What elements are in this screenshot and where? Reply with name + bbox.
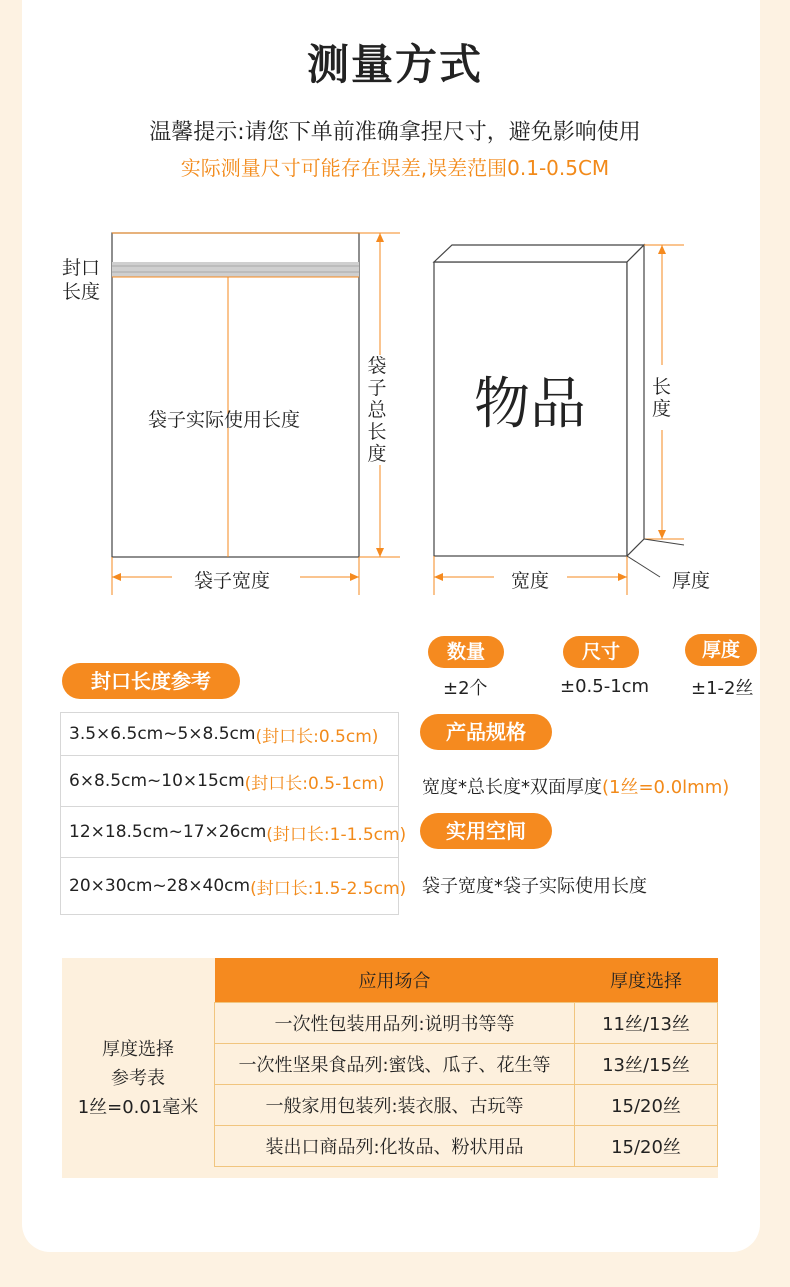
thickness-table (214, 958, 718, 1167)
tolerance-thickness-pill: 厚度 (685, 634, 757, 666)
item-length-label: 长度 (652, 376, 672, 420)
table-row: 一次性坚果食品列:蜜饯、瓜子、花生等 13丝/15丝 (215, 1044, 718, 1085)
tolerance-quantity-value: ±2个 (443, 678, 488, 699)
item-width-label: 宽度 (511, 570, 550, 592)
item-label: 物品 (474, 372, 586, 437)
item-thickness-label: 厚度 (672, 570, 711, 592)
table-row: 一次性包装用品列:说明书等等 11丝/13丝 (215, 1003, 718, 1044)
bag-width-label: 袋子宽度 (194, 570, 271, 592)
header-use: 应用场合 (215, 958, 575, 1003)
table-row: 20×30cm~28×40cm (封口长:1.5-2.5cm) (69, 876, 407, 899)
tolerance-size-pill: 尺寸 (563, 636, 639, 668)
seal-length-label: 封口 长度 (62, 257, 101, 303)
header-thickness: 厚度选择 (575, 958, 718, 1003)
tolerance-thickness-value: ±1-2丝 (691, 678, 754, 699)
table-row: 装出口商品列:化妆品、粉状用品 15/20丝 (215, 1126, 718, 1167)
warm-tip: 温馨提示:请您下单前准确拿捏尺寸，避免影响使用 (149, 120, 641, 145)
tolerance-size-value: ±0.5-1cm (560, 676, 650, 697)
table-row: 3.5×6.5cm~5×8.5cm (封口长:0.5cm) (61, 713, 398, 756)
table-row: 6×8.5cm~10×15cm (封口长:0.5-1cm) (61, 756, 398, 807)
product-spec-heading: 产品规格 (420, 714, 552, 750)
error-tip: 实际测量尺寸可能存在误差,误差范围0.1-0.5CM (180, 156, 610, 180)
bag-zipper (112, 262, 359, 277)
seal-reference-table (60, 712, 407, 915)
tolerance-quantity-pill: 数量 (428, 636, 504, 668)
seal-reference-heading: 封口长度参考 (62, 663, 240, 699)
page-title: 测量方式 (306, 40, 483, 89)
usable-length-label: 袋子实际使用长度 (148, 409, 301, 431)
table-row: 12×18.5cm~17×26cm (封口长:1-1.5cm) (61, 807, 398, 858)
product-spec-text: 宽度*总长度*双面厚度(1丝=0.0lmm) (422, 777, 730, 798)
usable-space-text: 袋子宽度*袋子实际使用长度 (422, 876, 647, 897)
thickness-reference-label: 厚度选择 参考表 1丝=0.01毫米 (77, 1039, 199, 1118)
usable-space-heading: 实用空间 (420, 813, 552, 849)
bag-outline (112, 233, 359, 557)
total-length-label: 袋子总长度 (367, 355, 387, 465)
table-row: 一般家用包装列:装衣服、古玩等 15/20丝 (215, 1085, 718, 1126)
